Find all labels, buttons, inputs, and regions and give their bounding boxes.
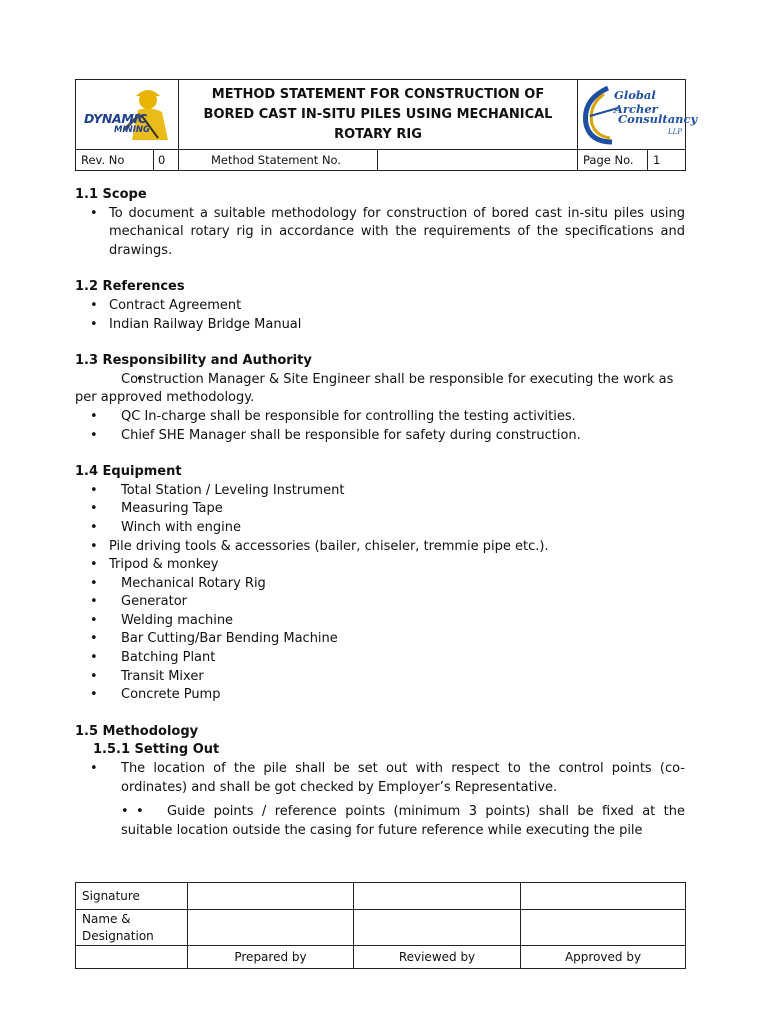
logo-suffix: LLP [668,128,683,136]
equipment-list [75,482,685,705]
name-designation-label: Name & Designation [76,910,188,946]
left-logo-cell [76,80,179,150]
approved-name-cell [521,910,686,946]
header-table [75,79,698,171]
section-heading-references: 1.2 References [75,279,185,295]
list-item: • Total Station / Leveling Instrument [75,482,685,501]
logo-brand-top: DYNAMIC [84,111,147,126]
section-heading-methodology: 1.5 Methodology [75,723,199,739]
list-item: • • Guide points / reference points (minimum 3 points) shall be fixed at the suitable location outside the casing for future reference while executing the pile [75,803,685,840]
list-item-text: Guide points / reference points (minimum 3 points) shall be fixed at the suitable location outside the casing for future reference while executing the pile [121,804,685,838]
list-item: • Batching Plant [75,649,685,668]
list-item: • Mechanical Rotary Rig [75,575,685,594]
section-heading-equipment: 1.4 Equipment [75,464,182,480]
rev-value: 0 [154,150,179,171]
page-value: 1 [648,150,686,171]
list-item: • Tripod & monkey [75,556,685,575]
list-item: • Bar Cutting/Bar Bending Machine [75,630,685,649]
references-list [75,297,685,334]
dynamic-mining-logo [76,80,178,149]
list-item: • Contract Agreement [75,297,685,316]
reviewed-name-cell [354,910,521,946]
prepared-signature-cell [188,883,354,910]
rev-label: Rev. No [76,150,154,171]
list-item: • Winch with engine [75,519,685,538]
list-item: • Indian Railway Bridge Manual [75,316,685,335]
list-item: • Chief SHE Manager shall be responsible for safety during construction. [75,427,685,446]
page-label: Page No. [578,150,648,171]
list-item: • Concrete Pump [75,686,685,705]
signature-table [75,882,686,969]
title-line-1: METHOD STATEMENT FOR CONSTRUCTION OF [211,86,545,102]
logo-line-1: Global Archer [614,88,658,116]
header-meta-row [76,150,686,171]
global-archer-logo [578,80,698,149]
signature-row [76,883,686,910]
document-title [179,80,578,150]
subsection-heading-setting-out: 1.5.1 Setting Out [93,742,220,758]
list-item: • To document a suitable methodology for construction of bored cast in-situ piles using mechanical rotary rig in accordance with the requirements of the specifications and drawings. [75,205,685,261]
section-heading-scope: 1.1 Scope [75,187,147,202]
approved-signature-cell [521,883,686,910]
logo-line-2: Consultancy [618,112,698,126]
scope-list [75,205,685,261]
list-item: • QC In-charge shall be responsible for controlling the testing activities. [75,408,685,427]
title-line-3: ROTARY RIG [334,126,422,142]
list-item: • The location of the pile shall be set out with respect to the control points (co-ordinates) and shall be got checked by Employer’s Representative. [75,760,685,797]
list-item: • Welding machine [75,612,685,631]
approved-by-label: Approved by [521,946,686,969]
list-item: • Pile driving tools & accessories (bailer, chiseler, tremmie pipe etc.). [75,538,685,557]
role-row [76,946,686,969]
list-item: • Measuring Tape [75,500,685,519]
name-designation-row [76,910,686,946]
prepared-name-cell [188,910,354,946]
methodology-list [75,760,685,840]
right-logo-cell [578,80,698,150]
signature-label: Signature [76,883,188,910]
empty-label-cell [76,946,188,969]
prepared-by-label: Prepared by [188,946,354,969]
title-line-2: BORED CAST IN-SITU PILES USING MECHANICAL [203,106,553,122]
method-statement-label: Method Statement No. [179,150,378,171]
section-heading-responsibility: 1.3 Responsibility and Authority [75,353,312,369]
document-body [75,186,685,840]
responsibility-list [75,371,685,445]
method-statement-value [378,150,578,171]
reviewed-by-label: Reviewed by [354,946,521,969]
list-item: • Transit Mixer [75,668,685,687]
list-item: • Construction Manager & Site Engineer shall be responsible for executing the work as per approved methodology. [75,371,685,408]
reviewed-signature-cell [354,883,521,910]
logo-brand-bottom: MINING [114,125,150,135]
list-item: • Generator [75,593,685,612]
